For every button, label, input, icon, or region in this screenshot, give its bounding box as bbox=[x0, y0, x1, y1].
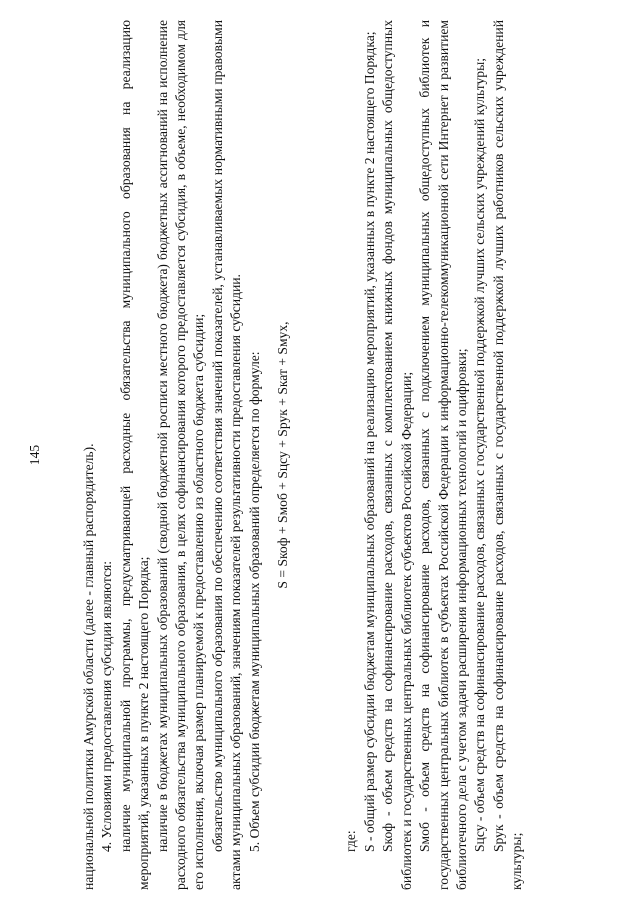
definition-s-csu: Sцсу - объем средств на софинансирование расходов, связанных с государственной поддержкой лучших сельских учреждений культуры; bbox=[472, 58, 488, 852]
subsidy-formula: S = Sкоф + Sмоб + Sцсу + Sрук + Sкат + Sмух, bbox=[275, 321, 291, 589]
paragraph-condition-program: наличие муниципальной программы, предусматривающей расходные обязательства муниципального образования на реализацию мероприятий, указанных в пункте 2 настоящего Порядка; bbox=[117, 20, 152, 890]
definition-s-mob: Sмоб - объем средств на софинансирование расходов, связанных с подключением муниципальных общедоступных библиотек и государственных центральных библиотек в субъектах Российской Федерации к информационно-телекоммуникационной сети Интернет и развитием библиотечного дела с учетом задачи расширения информационных технологий и оцифровки; bbox=[417, 20, 469, 890]
page-number: 145 bbox=[27, 444, 42, 466]
definition-s-ruk: Sрук - объем средств на софинансирование расходов, связанных с государственной поддержкой лучших работников сельских учреждений культуры; bbox=[490, 20, 525, 890]
paragraph-conditions-heading: 4. Условиями предоставления субсидии являются: bbox=[99, 560, 115, 852]
paragraph-condition-obligation: обязательство муниципального образования по обеспечению соответствия значений показателей, устанавливаемых нормативными правовыми актами муниципальных образований, значениям показателей результативности предоставления субсидии. bbox=[209, 20, 244, 890]
paragraph-subsidy-volume: 5. Объем субсидии бюджетам муниципальных образований определяется по формуле: bbox=[246, 351, 262, 852]
document-body bbox=[80, 20, 527, 890]
spacer bbox=[306, 20, 342, 890]
rotated-document-page bbox=[27, 20, 580, 890]
definition-s-total: S - общий размер субсидии бюджетам муниципальных образований на реализацию мероприятий, указанных в пункте 2 настоящего Порядка; bbox=[361, 31, 377, 852]
paragraph-where: где: bbox=[343, 830, 359, 852]
paragraph-condition-budget: наличие в бюджетах муниципальных образований (сводной бюджетной росписи местного бюджета) бюджетных ассигнований на исполнение расходного обязательства муниципального образования, в целях софинансирования которого предоставляется субсидия, в объеме, необходимом для его исполнения, включая размер планируемой к предоставлению из областного бюджета субсидии; bbox=[154, 20, 207, 890]
paragraph-responsible-body: национальной политики Амурской области (далее - главный распорядитель). bbox=[81, 443, 96, 890]
definition-s-kof: Sкоф - объем средств на софинансирование расходов, связанных с комплектованием книжных фондов муниципальных общедоступных библиотек и государственных центральных библиотек субъектов Российской Федерации; bbox=[380, 20, 414, 890]
